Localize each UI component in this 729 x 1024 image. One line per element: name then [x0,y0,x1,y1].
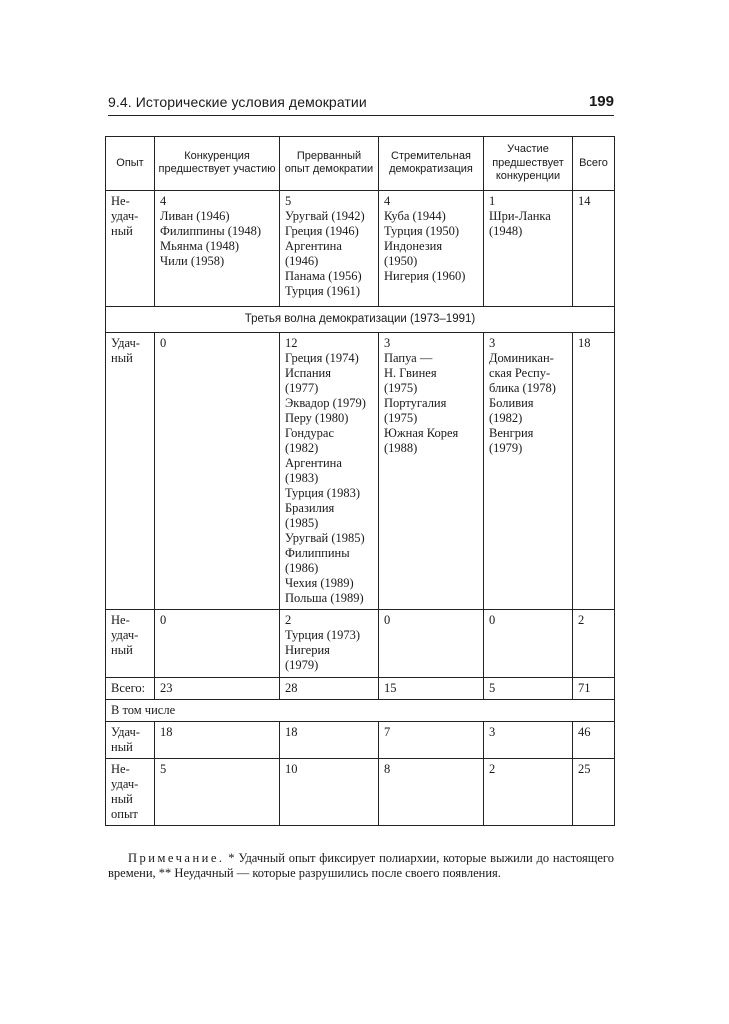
section-band-row [106,306,615,332]
cell-line: Шри-Ланка [489,208,551,223]
cell-line: Не- [111,612,130,627]
table-cell [379,332,484,609]
table-row [106,609,615,677]
note-text: * Удачный опыт фиксирует полиархии, которые выжили до настоящего времени, ** Неудачный — которые разрушились после своего появления. [108,850,614,880]
total-row [106,677,615,699]
cell-line: 0 [160,612,167,627]
cell-line: 3 [489,335,496,350]
cell-line: Турция (1961) [285,283,361,298]
table-row [106,332,615,609]
cell-line: Греция (1946) [285,223,359,238]
row-label [106,332,155,609]
table-cell [484,332,573,609]
table-header-row [106,137,615,191]
cell-line: ный [111,791,133,806]
cell-line: (1948) [489,223,523,238]
cell-line: удач- [111,627,139,642]
row-label [106,758,155,825]
table-row [106,758,615,825]
cell-line: (1985) [285,515,319,530]
cell-line: ный [111,642,133,657]
cell-line: 0 [160,335,167,350]
table-cell: 18 [155,721,280,758]
cell-line: ный [111,739,133,754]
cell-line: 1 [489,193,496,208]
table-cell: 2 [484,758,573,825]
section-title: 9.4. Исторические условия демократии [108,94,367,110]
table-cell: 18 [573,332,615,609]
cell-line: (1986) [285,560,319,575]
cell-line: Португалия [384,395,447,410]
table-cell [155,609,280,677]
cell-line: (1975) [384,380,418,395]
table-cell [280,609,379,677]
table-cell: 10 [280,758,379,825]
section-band: Третья волна демократизации (1973–1991) [106,306,615,332]
col-header-competition-first: Конкуренция предшествует участию [155,137,280,191]
cell-line: 4 [160,193,167,208]
cell-line: 12 [285,335,298,350]
cell-line: Эквадор (1979) [285,395,366,410]
cell-line: ный [111,223,133,238]
cell-line: (1975) [384,410,418,425]
cell-line: (1982) [285,440,319,455]
col-header-interrupted: Прерванный опыт демократии [280,137,379,191]
cell-line: Аргентина [285,238,342,253]
cell-line: Бразилия [285,500,335,515]
table-cell: 8 [379,758,484,825]
table-cell: 18 [280,721,379,758]
cell-line: Польша (1989) [285,590,364,605]
cell-line: Индонезия [384,238,443,253]
including-label: В том числе [106,699,615,721]
cell-line: (1979) [285,657,319,672]
table-cell: 25 [573,758,615,825]
cell-line: блика (1978) [489,380,556,395]
cell-line: Южная Корея [384,425,459,440]
cell-line: (1950) [384,253,418,268]
cell-line: Испания [285,365,331,380]
cell-line: ный [111,350,133,365]
cell-line: Турция (1973) [285,627,361,642]
table-cell: 71 [573,677,615,699]
col-header-participation-first: Участие предшествует конкуренции [484,137,573,191]
table-cell: 14 [573,190,615,306]
col-header-rapid: Стремительная демократизация [379,137,484,191]
cell-line: удач- [111,776,139,791]
cell-line: Уругвай (1942) [285,208,365,223]
cell-line: (1982) [489,410,523,425]
cell-line: Панама (1956) [285,268,362,283]
cell-line: Ливан (1946) [160,208,230,223]
cell-line: Не- [111,761,130,776]
row-label [106,190,155,306]
cell-line: удач- [111,208,139,223]
table-cell: 5 [155,758,280,825]
table-cell [155,190,280,306]
cell-line: Удач- [111,335,140,350]
table-cell: 28 [280,677,379,699]
cell-line: Н. Гвинея [384,365,437,380]
table-row [106,190,615,306]
table-cell: 3 [484,721,573,758]
cell-line: Греция (1974) [285,350,359,365]
cell-line: Нигерия [285,642,330,657]
cell-line: (1977) [285,380,319,395]
including-row [106,699,615,721]
cell-line: Мьянма (1948) [160,238,240,253]
cell-line: Куба (1944) [384,208,446,223]
cell-line: Гондурас [285,425,335,440]
cell-line: (1983) [285,470,319,485]
col-header-total: Всего [573,137,615,191]
cell-line: 3 [384,335,391,350]
cell-line: 5 [285,193,292,208]
table-cell: 5 [484,677,573,699]
cell-line: Нигерия (1960) [384,268,466,283]
cell-line: Не- [111,193,130,208]
running-header [108,93,614,116]
note-lead: Примечание. [128,850,225,865]
cell-line: (1988) [384,440,418,455]
table-cell: 2 [573,609,615,677]
table-cell [280,190,379,306]
cell-line: Филиппины (1948) [160,223,262,238]
cell-line: 0 [489,612,496,627]
cell-line: 2 [285,612,292,627]
cell-line: (1979) [489,440,523,455]
table-note [108,851,614,881]
table-cell: 7 [379,721,484,758]
cell-line: (1946) [285,253,319,268]
cell-line: опыт [111,806,138,821]
table-cell [484,609,573,677]
cell-line: Папуа — [384,350,433,365]
table-row [106,721,615,758]
col-header-experience: Опыт [106,137,155,191]
table-cell: 46 [573,721,615,758]
row-label: Всего: [106,677,155,699]
table-cell [280,332,379,609]
cell-line: Филиппины [285,545,350,560]
row-label [106,721,155,758]
table-cell [379,609,484,677]
cell-line: Чехия (1989) [285,575,354,590]
table-cell [379,190,484,306]
row-label [106,609,155,677]
table-cell: 23 [155,677,280,699]
table-cell: 15 [379,677,484,699]
cell-line: Венгрия [489,425,534,440]
cell-line: Чили (1958) [160,253,225,268]
cell-line: Аргентина [285,455,342,470]
cell-line: Перу (1980) [285,410,349,425]
cell-line: 4 [384,193,391,208]
cell-line: Уругвай (1985) [285,530,365,545]
table-cell [155,332,280,609]
cell-line: Турция (1983) [285,485,361,500]
cell-line: 0 [384,612,391,627]
page-number: 199 [588,93,614,110]
cell-line: Турция (1950) [384,223,460,238]
cell-line: Доминикан- [489,350,554,365]
cell-line: Боливия [489,395,534,410]
table-cell [484,190,573,306]
cell-line: ская Респу- [489,365,551,380]
democratization-table [105,136,615,826]
cell-line: Удач- [111,724,140,739]
